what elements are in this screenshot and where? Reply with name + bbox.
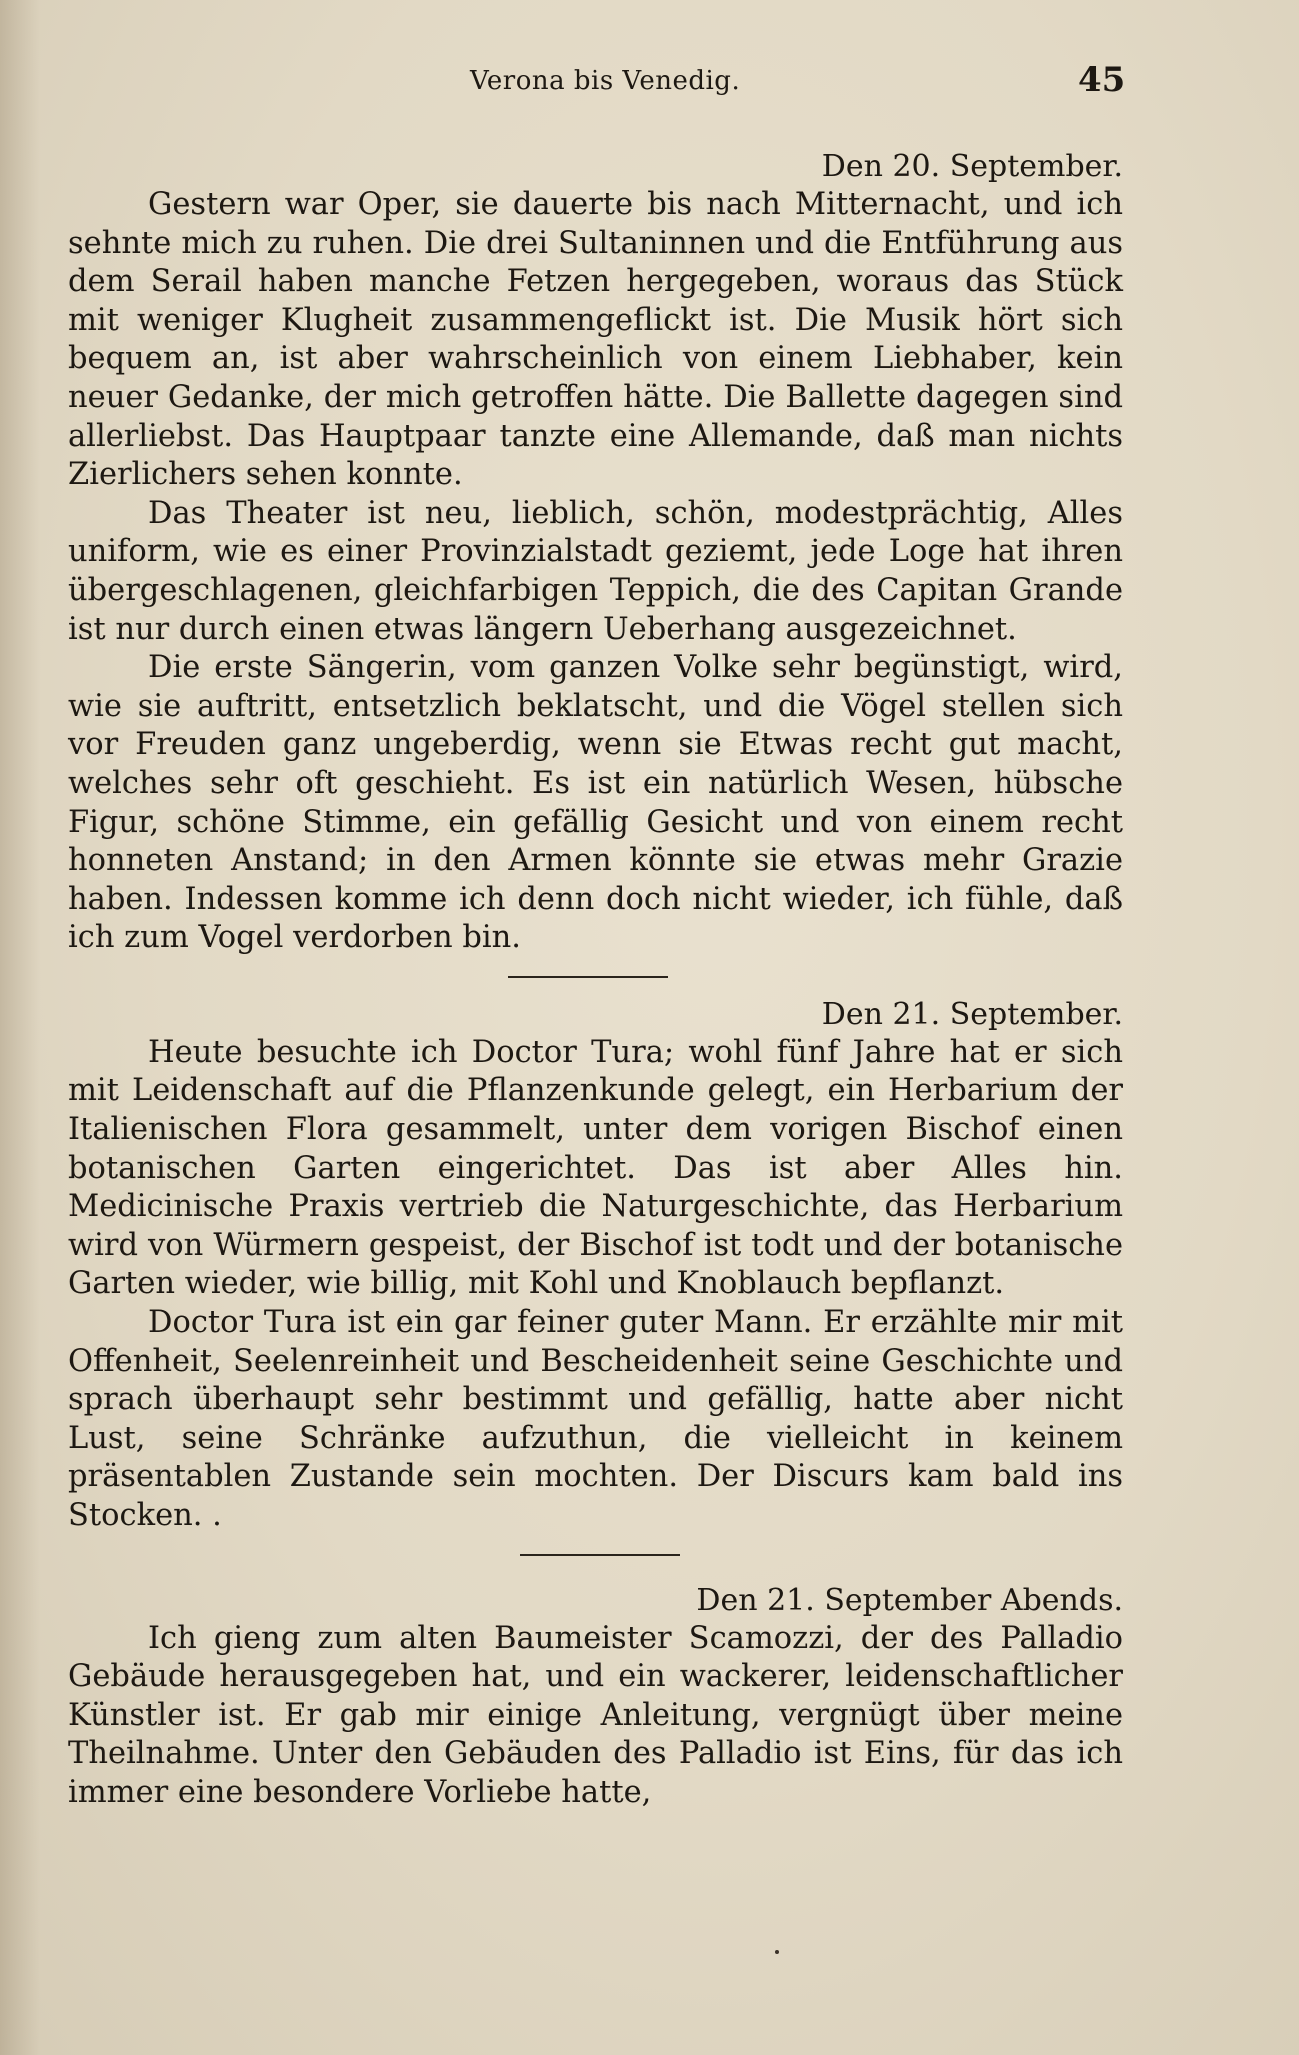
page-number: 45 bbox=[1078, 60, 1126, 100]
paragraph: Ich gieng zum alten Baumeister Scamozzi, der des Palladio Gebäude herausgegeben hat, und ein wackerer, leidenschaftlicher Künstler ist. Er gab mir einige Anleitung, vergnügt über meine Theilnahme. Unter den Gebäuden des Palladio ist Eins, für das ich immer eine besondere Vorliebe hatte, bbox=[68, 1620, 1123, 1810]
paragraph: Gestern war Oper, sie dauerte bis nach Mitternacht, und ich sehnte mich zu ruhen. Die drei Sultaninnen und die Entführung aus dem Serail haben manche Fetzen hergegeben, woraus das Stück mit weniger Klugheit zusammengeflickt ist. Die Musik hört sich bequem an, ist aber wahrscheinlich von einem Liebhaber, kein neuer Gedanke, der mich getroffen hätte. Die Ballette dagegen sind allerliebst. Das Hauptpaar tanzte eine Allemande, daß man nichts Zierlichers sehen konnte. bbox=[68, 187, 1123, 493]
spacer bbox=[68, 1574, 1123, 1582]
paragraph: Das Theater ist neu, lieblich, schön, modestprächtig, Alles uniform, wie es einer Provinzialstadt geziemt, jede Loge hat ihren übergeschlagenen, gleichfarbigen Teppich, die des Capitan Grande ist nur durch einen etwas längern Ueberhang ausgezeichnet. bbox=[68, 495, 1123, 647]
section-separator bbox=[68, 958, 1123, 996]
page-header bbox=[0, 60, 1299, 110]
section-separator bbox=[68, 1536, 1123, 1574]
paragraph: Die erste Sängerin, vom ganzen Volke sehr begünstigt, wird, wie sie auftritt, entsetzlich beklatscht, und die Vögel stellen sich vor Freuden ganz ungeberdig, wenn sie Etwas recht gut macht, welches sehr oft geschieht. Es ist ein natürlich Wesen, hübsche Figur, schöne Stimme, ein gefällig Gesicht und von einem recht honneten Anstand; in den Armen könnte sie etwas mehr Grazie haben. Indessen komme ich denn doch nicht wieder, ich fühle, daß ich zum Vogel verdorben bin. bbox=[68, 650, 1123, 956]
separator-rule bbox=[520, 1554, 680, 1556]
page-edge-shadow bbox=[0, 0, 40, 2055]
paragraph: Heute besuchte ich Doctor Tura; wohl fünf Jahre hat er sich mit Leidenschaft auf die Pflanzenkunde gelegt, ein Herbarium der Italienischen Flora gesammelt, unter dem vorigen Bischof einen botanischen Garten eingerichtet. Das ist aber Alles hin. Medicinische Praxis vertrieb die Naturgeschichte, das Herbarium wird von Würmern gespeist, der Bischof ist todt und der botanische Garten wieder, wie billig, mit Kohl und Knoblauch bepflanzt. bbox=[68, 1034, 1123, 1302]
entry-date: Den 21. September Abends. bbox=[696, 1582, 1123, 1618]
separator-rule bbox=[508, 976, 668, 978]
entry-date: Den 21. September. bbox=[821, 996, 1123, 1032]
page-body bbox=[68, 148, 1123, 1813]
paragraph: Doctor Tura ist ein gar feiner guter Mann. Er erzählte mir mit Offenheit, Seelenreinheit und Bescheidenheit seine Geschichte und sprach überhaupt sehr bestimmt und gefällig, hatte aber nicht Lust, seine Schränke aufzuthun, die vielleicht in keinem präsentablen Zustande sein mochten. Der Discurs kam bald ins Stocken. . bbox=[68, 1305, 1123, 1533]
entry-date: Den 20. September. bbox=[821, 149, 1123, 184]
print-dot bbox=[775, 1950, 779, 1954]
running-head: Verona bis Venedig. bbox=[470, 66, 741, 96]
